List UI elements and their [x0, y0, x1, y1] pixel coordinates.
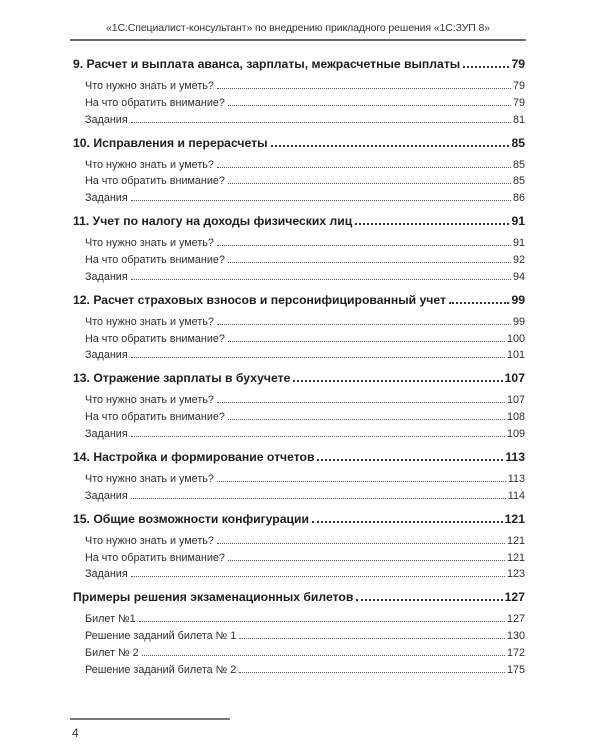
- toc-entry-title: На что обратить внимание?: [85, 96, 225, 109]
- toc-entry: [85, 93, 525, 109]
- toc-entry-page-number: 127: [506, 613, 525, 626]
- toc-entry-title: Что нужно знать и уметь?: [85, 394, 214, 407]
- toc-entry: [85, 626, 525, 642]
- toc-entry-title: Что нужно знать и уметь?: [85, 472, 214, 485]
- dot-leader: [293, 380, 502, 382]
- dot-leader: [217, 481, 506, 482]
- toc-entry: [85, 171, 525, 187]
- dot-leader: [131, 576, 505, 577]
- toc-entry: [85, 267, 525, 283]
- toc-entry-title: Что нужно знать и уметь?: [85, 80, 214, 92]
- toc-entry-title: Что нужно знать и уметь?: [85, 315, 214, 328]
- toc-entry-page-number: 121: [506, 551, 525, 564]
- page-number: 4: [72, 726, 79, 740]
- toc-entry: [85, 407, 525, 423]
- toc-section: [73, 55, 525, 126]
- dot-leader: [228, 262, 511, 263]
- toc-entry-title: Задания: [85, 427, 128, 440]
- toc-chapter-title: 11. Учет по налогу на доходы физических лиц: [73, 214, 353, 229]
- toc-chapter-title: 10. Исправления и перерасчеты: [73, 135, 268, 150]
- toc-entry-title: Задания: [85, 270, 128, 283]
- toc-entry: [85, 188, 525, 204]
- header-rule: [70, 39, 526, 41]
- toc-entry: [85, 486, 525, 502]
- toc-entry-title: Задания: [85, 349, 128, 362]
- toc-chapter: [73, 291, 525, 307]
- toc-chapter: [73, 134, 525, 150]
- toc-entry: [85, 76, 525, 92]
- toc-entry-title: Что нужно знать и уметь?: [85, 237, 214, 250]
- dot-leader: [217, 324, 511, 325]
- toc-entry: [85, 660, 525, 676]
- toc-section: [73, 448, 525, 502]
- table-of-contents: [73, 55, 525, 684]
- toc-chapter: [73, 448, 525, 464]
- toc-entry: [85, 643, 525, 659]
- toc-chapter: [73, 369, 525, 385]
- dot-leader: [217, 88, 511, 89]
- toc-entry-page-number: 113: [507, 472, 525, 485]
- toc-entry-title: На что обратить внимание?: [85, 411, 225, 424]
- toc-chapter-page-number: 85: [511, 135, 525, 150]
- dot-leader: [317, 459, 503, 461]
- toc-entry-title: На что обратить внимание?: [85, 253, 225, 266]
- dot-leader: [228, 560, 505, 561]
- dot-leader: [228, 183, 511, 184]
- toc-entry-page-number: 85: [512, 158, 525, 171]
- toc-entry: [85, 531, 525, 547]
- toc-entry-page-number: 172: [506, 646, 525, 659]
- toc-entry-title: Что нужно знать и уметь?: [85, 158, 214, 171]
- toc-chapter: [73, 588, 525, 604]
- toc-section: [73, 212, 525, 283]
- dot-leader: [131, 357, 505, 358]
- toc-entry: [85, 424, 525, 440]
- toc-entry-title: Что нужно знать и уметь?: [85, 534, 214, 547]
- toc-entry-page-number: 99: [512, 315, 525, 328]
- toc-chapter: [73, 55, 525, 71]
- toc-chapter-page-number: 127: [504, 590, 525, 605]
- dot-leader: [355, 223, 509, 225]
- dot-leader: [312, 521, 503, 523]
- dot-leader: [217, 167, 511, 168]
- toc-entry-page-number: 92: [512, 253, 525, 266]
- toc-entry-page-number: 86: [512, 192, 525, 205]
- toc-chapter-title: 13. Отражение зарплаты в бухучете: [73, 371, 291, 386]
- toc-entry: [85, 469, 525, 485]
- toc-entry-title: Билет № 2: [85, 646, 139, 659]
- toc-entry-page-number: 85: [512, 175, 525, 188]
- dot-leader: [239, 672, 505, 673]
- toc-chapter-page-number: 107: [504, 371, 525, 386]
- dot-leader: [142, 655, 505, 656]
- dot-leader: [239, 638, 505, 639]
- dot-leader: [463, 66, 509, 68]
- toc-chapter-title: 12. Расчет страховых взносов и персонифицированный учет: [73, 292, 446, 307]
- dot-leader: [131, 200, 511, 201]
- toc-chapter: [73, 212, 525, 228]
- toc-entry-page-number: 94: [512, 270, 525, 283]
- dot-leader: [228, 419, 505, 420]
- toc-chapter: [73, 510, 525, 526]
- dot-leader: [131, 498, 506, 499]
- toc-entry-page-number: 130: [506, 630, 525, 643]
- toc-chapter-title: Примеры решения экзаменационных билетов: [73, 590, 354, 605]
- toc-entry: [85, 329, 525, 345]
- toc-entry: [85, 548, 525, 564]
- toc-section: [73, 369, 525, 440]
- toc-section: [73, 134, 525, 205]
- toc-section: [73, 291, 525, 362]
- toc-entry-title: Решение заданий билета № 1: [85, 630, 237, 643]
- toc-entry: [85, 345, 525, 361]
- toc-entry-page-number: 100: [506, 332, 525, 345]
- dot-leader: [449, 302, 509, 304]
- toc-entry-title: Билет №1: [85, 613, 136, 626]
- toc-entry-title: Задания: [85, 568, 128, 581]
- toc-entry-title: На что обратить внимание?: [85, 551, 225, 564]
- toc-entry: [85, 233, 525, 249]
- dot-leader: [217, 245, 511, 246]
- toc-section: [73, 588, 525, 675]
- toc-entry-page-number: 91: [512, 237, 525, 250]
- toc-chapter-page-number: 113: [505, 449, 525, 464]
- toc-entry-title: На что обратить внимание?: [85, 332, 225, 345]
- toc-chapter-title: 14. Настройка и формирование отчетов: [73, 449, 315, 464]
- toc-entry-page-number: 101: [506, 349, 525, 362]
- toc-entry-page-number: 79: [512, 80, 525, 92]
- toc-entry-page-number: 123: [506, 568, 525, 581]
- toc-entry-page-number: 108: [506, 411, 525, 424]
- toc-entry-page-number: 114: [507, 489, 525, 502]
- toc-entry: [85, 609, 525, 625]
- toc-entry-page-number: 109: [506, 427, 525, 440]
- dot-leader: [271, 145, 510, 147]
- toc-entry: [85, 390, 525, 406]
- toc-chapter-title: 9. Расчет и выплата аванса, зарплаты, межрасчетные выплаты: [73, 57, 461, 71]
- toc-chapter-page-number: 91: [511, 214, 525, 229]
- toc-entry-page-number: 81: [512, 113, 525, 126]
- toc-entry-page-number: 107: [506, 394, 525, 407]
- dot-leader: [228, 105, 511, 106]
- dot-leader: [217, 543, 505, 544]
- toc-entry: [85, 155, 525, 171]
- dot-leader: [228, 341, 505, 342]
- toc-entry: [85, 250, 525, 266]
- toc-chapter-page-number: 121: [504, 511, 525, 526]
- dot-leader: [139, 621, 505, 622]
- toc-chapter-page-number: 79: [511, 57, 525, 71]
- toc-entry: [85, 564, 525, 580]
- toc-entry: [85, 110, 525, 126]
- toc-entry-page-number: 79: [512, 96, 525, 109]
- dot-leader: [217, 402, 505, 403]
- dot-leader: [131, 436, 505, 437]
- running-header: «1С:Специалист-консультант» по внедрению прикладного решения «1С:ЗУП 8»: [105, 22, 491, 34]
- toc-entry-page-number: 121: [506, 534, 525, 547]
- toc-entry-title: Решение заданий билета № 2: [85, 663, 237, 676]
- toc-entry-title: Задания: [85, 113, 128, 126]
- toc-chapter-title: 15. Общие возможности конфигурации: [73, 511, 309, 526]
- dot-leader: [131, 122, 511, 123]
- dot-leader: [131, 279, 511, 280]
- toc-entry-page-number: 175: [506, 663, 525, 676]
- toc-entry-title: Задания: [85, 489, 128, 502]
- toc-entry-title: На что обратить внимание?: [85, 175, 225, 188]
- dot-leader: [356, 599, 502, 601]
- toc-entry: [85, 312, 525, 328]
- toc-entry-title: Задания: [85, 192, 128, 205]
- toc-chapter-page-number: 99: [511, 292, 525, 307]
- footer-rule: [70, 718, 230, 720]
- toc-section: [73, 510, 525, 581]
